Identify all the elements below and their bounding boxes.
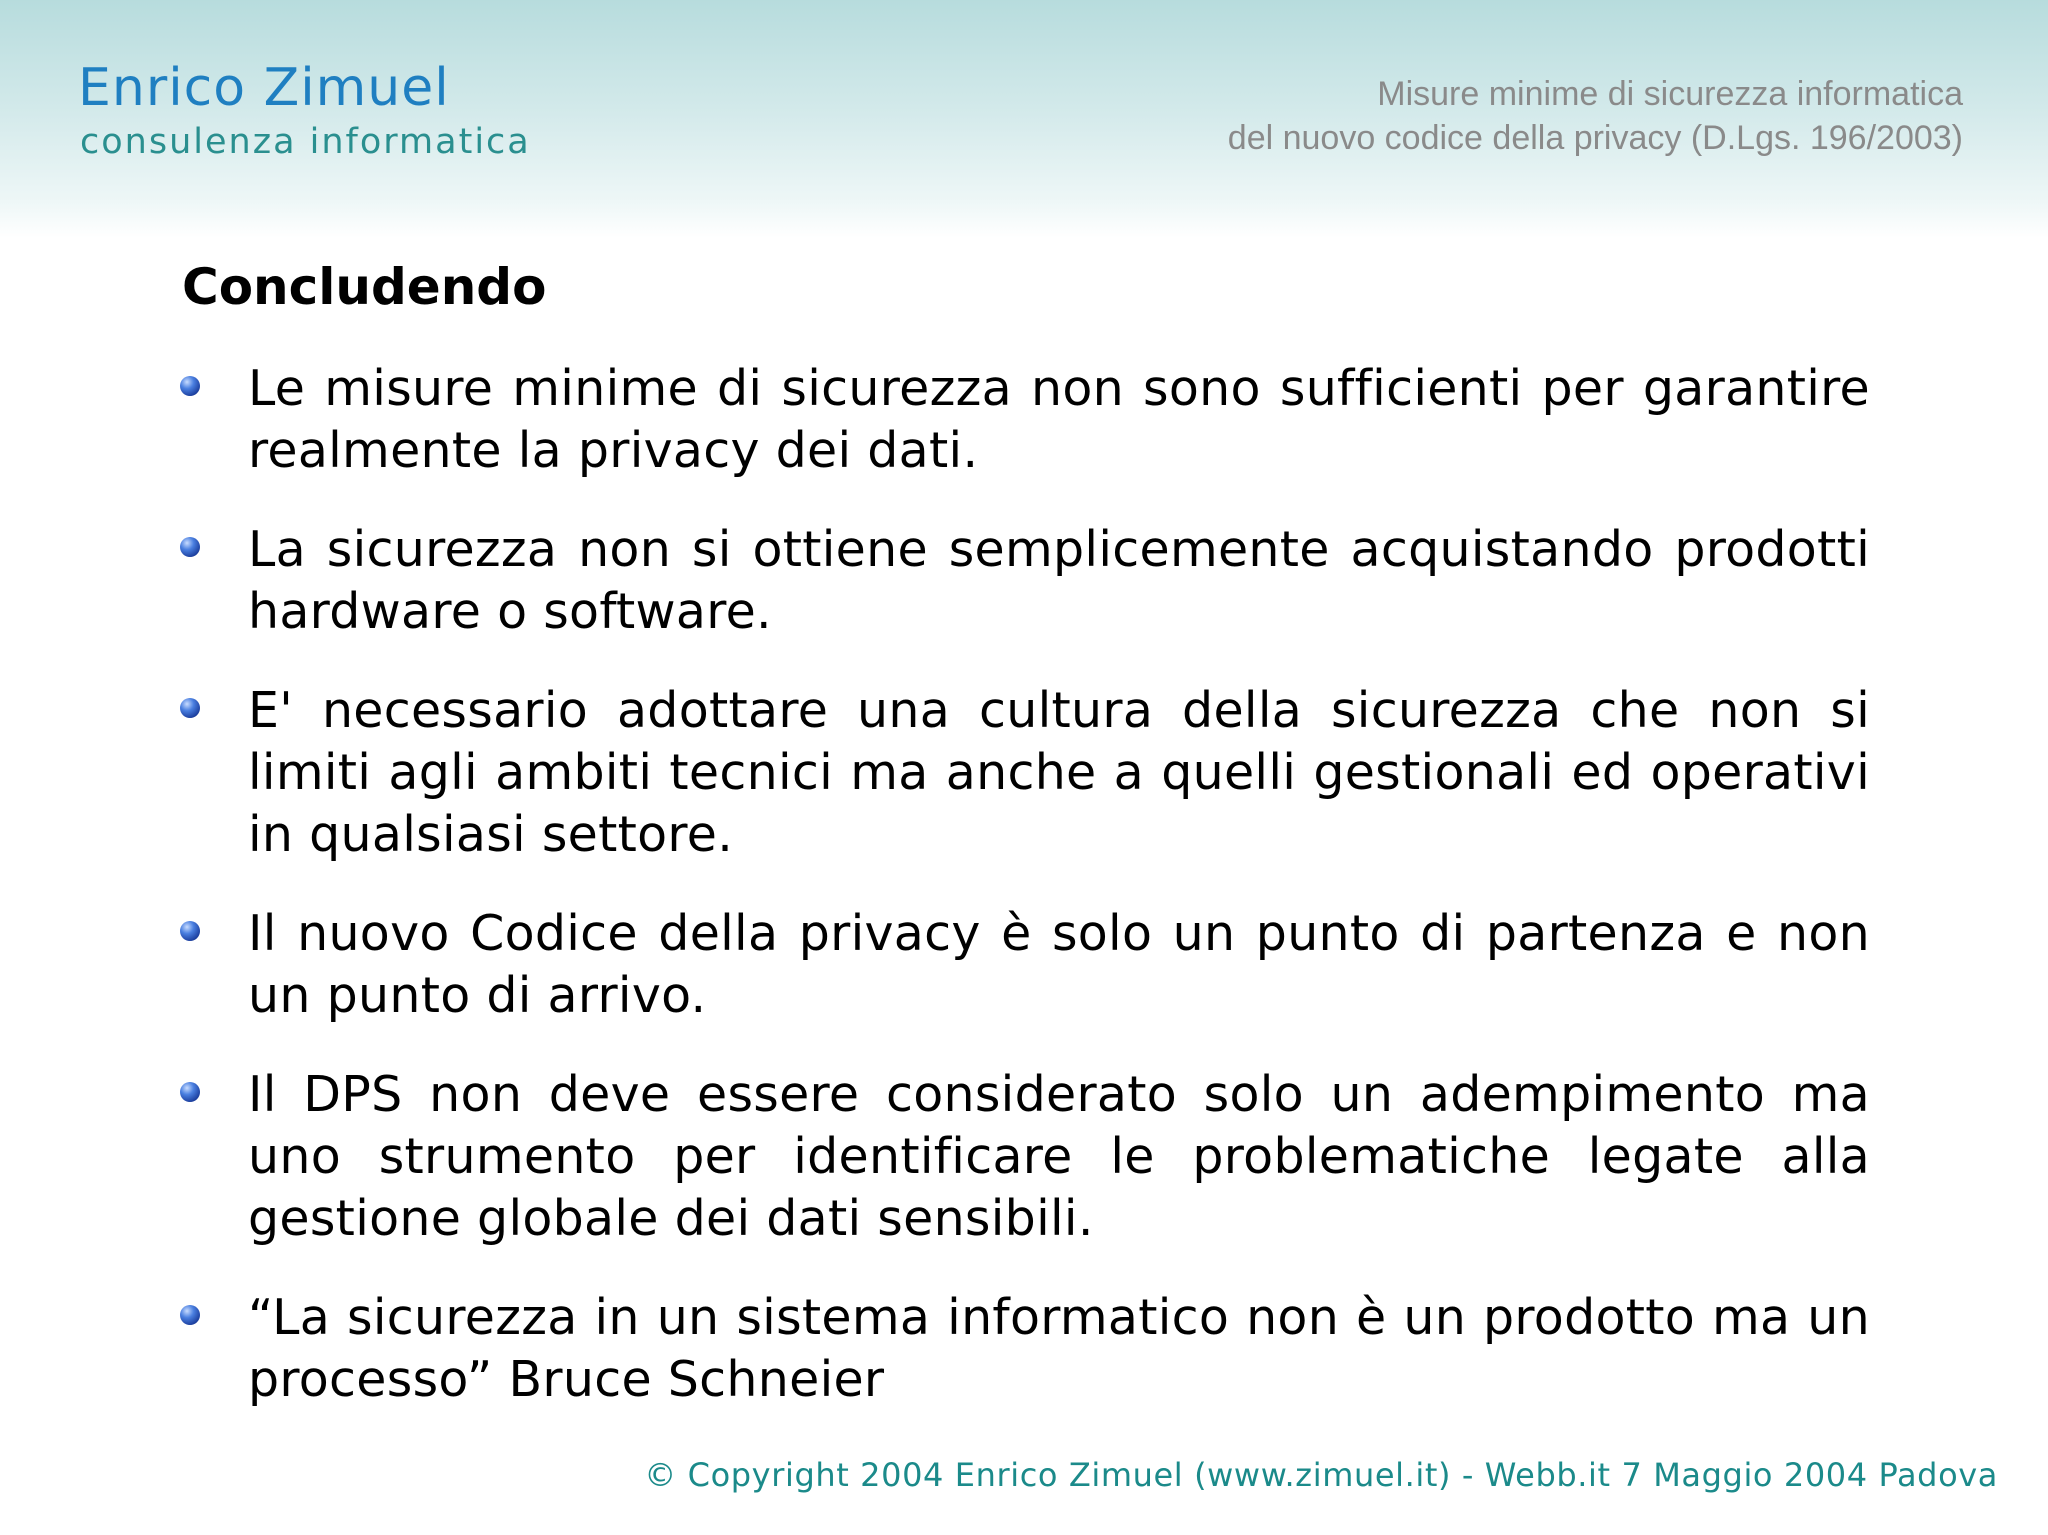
presentation-title-line-1: Misure minime di sicurezza informatica: [1377, 75, 1963, 113]
bullet-icon: [180, 921, 200, 941]
bullet-icon: [180, 698, 200, 718]
bullet-text: La sicurezza non si ottiene semplicemente acquistando prodotti hardware o software.: [248, 521, 1870, 640]
slide-heading: Concludendo: [182, 258, 547, 316]
presentation-title: [1228, 72, 1963, 160]
bullet-icon: [180, 1305, 200, 1325]
bullet-text: “La sicurezza in un sistema informatico non è un prodotto ma un processo” Bruce Schneier: [248, 1289, 1870, 1408]
bullet-list: [180, 358, 1870, 1448]
bullet-text: E' necessario adottare una cultura della sicurezza che non si limiti agli ambiti tecnici ma anche a quelli gestionali ed operativi in qualsiasi settore.: [248, 682, 1870, 863]
slide-header: [0, 0, 2048, 238]
bullet-item: [180, 903, 1870, 1027]
copyright-footer: © Copyright 2004 Enrico Zimuel (www.zimuel.it) - Webb.it 7 Maggio 2004 Padova: [644, 1456, 1998, 1494]
brand-subtitle: consulenza informatica: [80, 122, 531, 162]
bullet-text: Il DPS non deve essere considerato solo un adempimento ma uno strumento per identificare le problematiche legate alla gestione globale dei dati sensibili.: [248, 1066, 1870, 1247]
bullet-item: [180, 1287, 1870, 1411]
bullet-item: [180, 680, 1870, 866]
presentation-title-line-2: del nuovo codice della privacy (D.Lgs. 196/2003): [1227, 119, 1963, 157]
bullet-item: [180, 519, 1870, 643]
bullet-icon: [180, 537, 200, 557]
bullet-text: Il nuovo Codice della privacy è solo un punto di partenza e non un punto di arrivo.: [248, 905, 1870, 1024]
bullet-icon: [180, 1082, 200, 1102]
bullet-item: [180, 358, 1870, 482]
bullet-text: Le misure minime di sicurezza non sono sufficienti per garantire realmente la privacy dei dati.: [248, 360, 1870, 479]
brand-name: Enrico Zimuel: [78, 58, 450, 118]
bullet-item: [180, 1064, 1870, 1250]
bullet-icon: [180, 376, 200, 396]
